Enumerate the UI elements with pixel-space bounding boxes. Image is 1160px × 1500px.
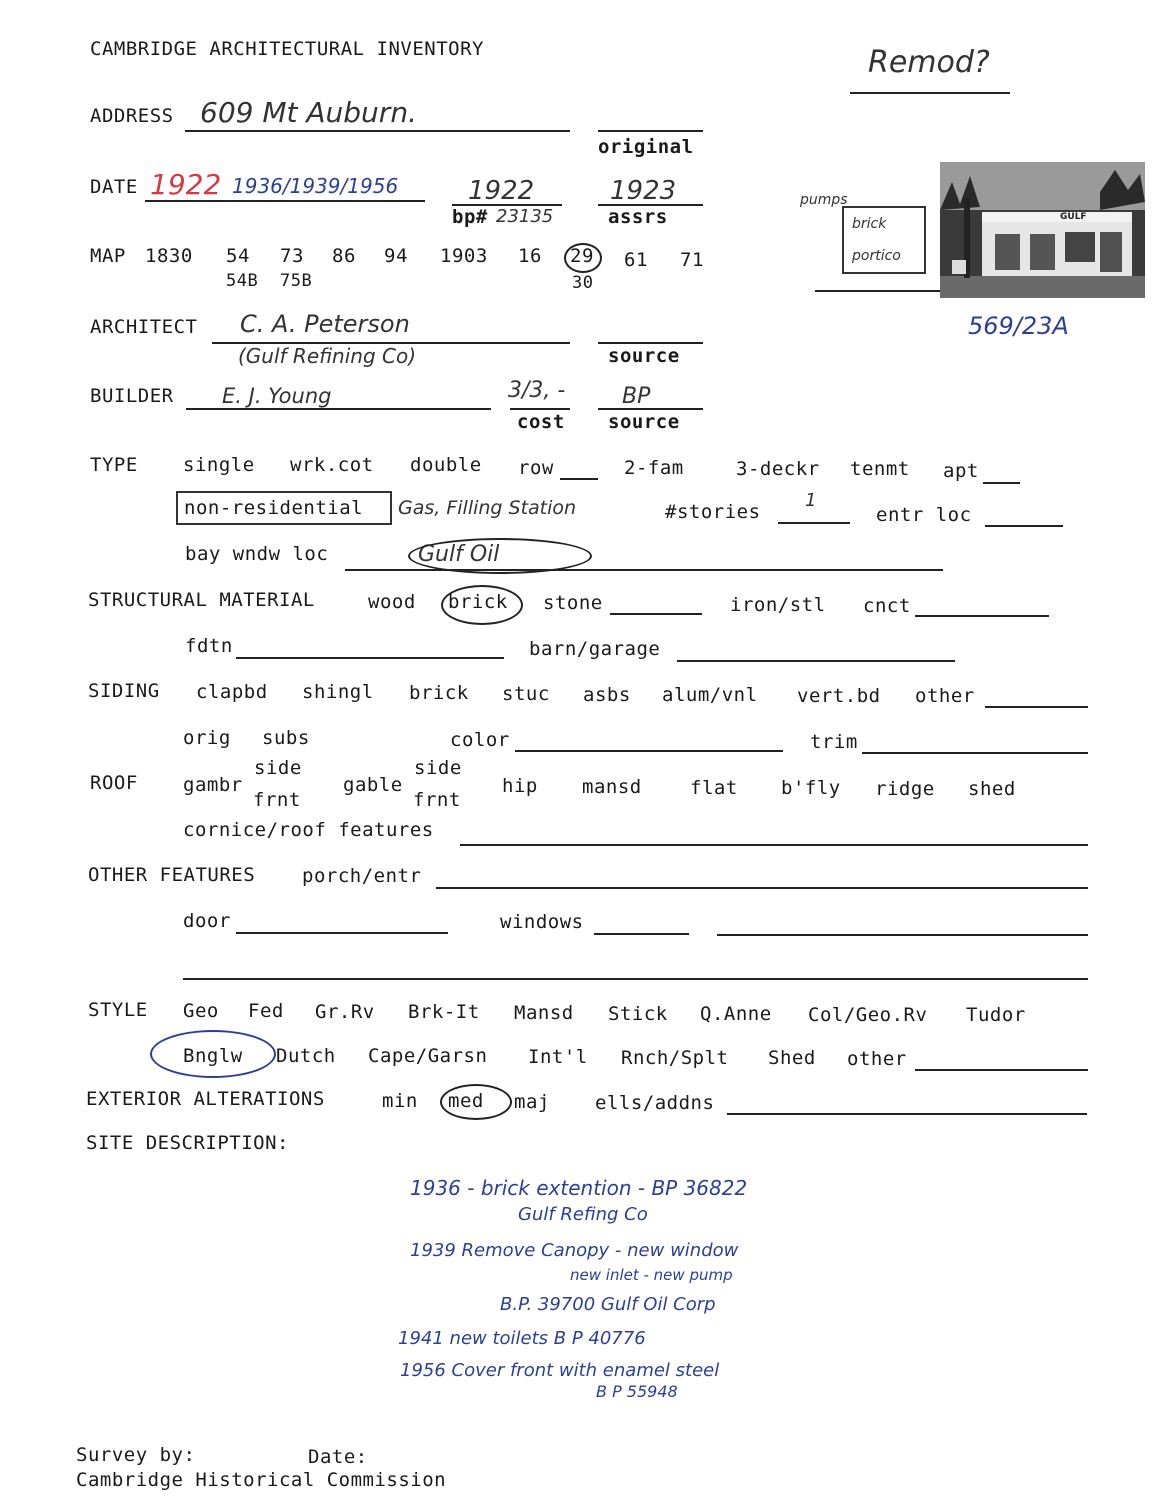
roof-hip: hip xyxy=(502,775,538,797)
bp-number: 23135 xyxy=(496,206,554,227)
map-71: 71 xyxy=(680,249,704,271)
date-main: 1922 xyxy=(150,168,222,201)
sketch-brick: brick xyxy=(852,216,887,232)
style-col-geo-rv: Col/Geo.Rv xyxy=(808,1004,928,1026)
entr-loc-line xyxy=(985,525,1063,527)
site-line-1941: 1941 new toilets B P 40776 xyxy=(398,1328,646,1349)
fdtn-line xyxy=(236,657,504,659)
date-line xyxy=(145,200,425,202)
builder-source-line xyxy=(598,408,703,410)
roof-mansd: mansd xyxy=(582,776,642,798)
remodel-note: Remod? xyxy=(868,45,990,80)
color-label: color xyxy=(450,729,510,751)
door-label: door xyxy=(183,910,231,932)
map-94: 94 xyxy=(384,245,408,267)
roof-bfly: b'fly xyxy=(781,777,841,799)
date-alterations: 1936/1939/1956 xyxy=(232,174,399,198)
architect-source-line xyxy=(598,342,703,344)
alt-ells-addns: ells/addns xyxy=(595,1092,715,1114)
date-label: DATE xyxy=(90,176,138,198)
map-86: 86 xyxy=(332,245,356,267)
bp-year: 1922 xyxy=(468,176,535,206)
cost-label: cost xyxy=(517,411,565,433)
sketch-portico: portico xyxy=(852,248,901,264)
architect-source-label: source xyxy=(608,345,680,367)
site-line-1939: 1939 Remove Canopy - new window xyxy=(410,1240,739,1261)
material-wood: wood xyxy=(368,591,416,613)
alt-med: med xyxy=(448,1090,484,1112)
ext-alt-label: EXTERIOR ALTERATIONS xyxy=(86,1088,325,1110)
features-blank-line xyxy=(183,978,1088,980)
type-wrk-cot: wrk.cot xyxy=(290,454,374,476)
style-label: STYLE xyxy=(88,999,148,1021)
type-row: row xyxy=(518,457,554,479)
site-line-bp-55948: B P 55948 xyxy=(596,1382,678,1401)
siding-shingl: shingl xyxy=(302,681,374,703)
map-54: 54 xyxy=(226,245,250,267)
architect-label: ARCHITECT xyxy=(90,316,198,338)
builder-source: BP xyxy=(622,384,651,409)
photo-image xyxy=(940,162,1145,298)
material-cnct: cnct xyxy=(863,595,911,617)
type-non-residential: non-residential xyxy=(184,497,364,519)
map-1830: 1830 xyxy=(145,245,193,267)
map-61: 61 xyxy=(624,249,648,271)
type-bay-wndw-loc: bay wndw loc xyxy=(185,543,329,565)
survey-date-label: Date: xyxy=(308,1446,368,1468)
cost-line xyxy=(510,408,570,410)
site-line-1956: 1956 Cover front with enamel steel xyxy=(400,1360,720,1381)
style-other-line xyxy=(915,1069,1088,1071)
roof-gambr-frnt: frnt xyxy=(253,789,301,811)
non-residential-value: Gas, Filling Station xyxy=(398,497,577,519)
siding-brick: brick xyxy=(409,682,469,704)
siding-stuc: stuc xyxy=(502,683,550,705)
site-line-bp-39700: B.P. 39700 Gulf Oil Corp xyxy=(500,1294,716,1315)
note-underline xyxy=(850,92,1010,94)
sketch-pumps: pumps xyxy=(800,192,848,208)
map-label: MAP xyxy=(90,245,126,267)
trim-label: trim xyxy=(810,731,858,753)
type-apt: apt xyxy=(943,460,979,482)
siding-alum-vnl: alum/vnl xyxy=(662,684,758,706)
address-line xyxy=(185,130,570,132)
material-iron-stl: iron/stl xyxy=(730,594,826,616)
type-tenmt: tenmt xyxy=(850,458,910,480)
original-label: original xyxy=(598,136,694,158)
builder-source-label: source xyxy=(608,411,680,433)
stone-line xyxy=(610,613,702,615)
bay-value: Gulf Oil xyxy=(418,542,500,567)
map-54b: 54B xyxy=(226,271,259,291)
map-29: 29 xyxy=(570,245,594,267)
siding-vert-bd: vert.bd xyxy=(797,685,881,707)
site-description-label: SITE DESCRIPTION: xyxy=(86,1132,289,1154)
stories-value: 1 xyxy=(805,490,817,511)
trim-line xyxy=(862,752,1088,754)
type-double: double xyxy=(410,454,482,476)
med-circle xyxy=(440,1084,512,1120)
sketch-line xyxy=(815,290,940,292)
builder-label: BUILDER xyxy=(90,385,174,407)
bnglw-circle xyxy=(150,1030,276,1078)
style-tudor: Tudor xyxy=(966,1004,1026,1026)
style-q-anne: Q.Anne xyxy=(700,1003,772,1025)
roof-gambr: gambr xyxy=(183,774,243,796)
porch-label: porch/entr xyxy=(302,865,422,887)
type-stories: #stories xyxy=(665,501,761,523)
style-fed: Fed xyxy=(248,1000,284,1022)
style-cape-garsn: Cape/Garsn xyxy=(368,1045,488,1067)
roof-gable-side: side xyxy=(414,757,462,779)
bay-line xyxy=(345,569,943,571)
alt-maj: maj xyxy=(514,1091,550,1113)
photo-reference: 569/23A xyxy=(968,312,1069,340)
roof-gable: gable xyxy=(343,774,403,796)
survey-by-label: Survey by: xyxy=(76,1444,196,1466)
photo-sign: GULF xyxy=(1060,212,1087,222)
porch-line xyxy=(436,887,1088,889)
roof-shed: shed xyxy=(968,778,1016,800)
style-bnglw: Bnglw xyxy=(183,1045,243,1067)
type-entr-loc: entr loc xyxy=(876,504,972,526)
map-1903: 1903 xyxy=(440,245,488,267)
structural-label: STRUCTURAL MATERIAL xyxy=(88,589,315,611)
map-16: 16 xyxy=(518,245,542,267)
alt-min: min xyxy=(382,1090,418,1112)
architect-company: (Gulf Refining Co) xyxy=(238,344,417,368)
architect-name: C. A. Peterson xyxy=(240,310,410,338)
siding-label: SIDING xyxy=(88,680,160,702)
siding-subs: subs xyxy=(262,727,310,749)
cnct-line xyxy=(915,615,1049,617)
windows-line xyxy=(594,933,689,935)
siding-clapbd: clapbd xyxy=(196,681,268,703)
door-line xyxy=(236,932,448,934)
roof-flat: flat xyxy=(690,777,738,799)
material-stone: stone xyxy=(543,592,603,614)
style-other: other xyxy=(847,1048,907,1070)
siding-other: other xyxy=(915,685,975,707)
material-brick: brick xyxy=(448,591,508,613)
style-gr-rv: Gr.Rv xyxy=(315,1001,375,1023)
assrs-label: assrs xyxy=(608,206,668,228)
style-rnch-splt: Rnch/Splt xyxy=(621,1047,729,1069)
row-line xyxy=(560,478,598,480)
type-3-deckr: 3-deckr xyxy=(736,458,820,480)
style-mansd: Mansd xyxy=(514,1002,574,1024)
map-29-circle xyxy=(564,243,602,273)
commission-name: Cambridge Historical Commission xyxy=(76,1469,447,1491)
map-73: 73 xyxy=(280,245,304,267)
fdtn-label: fdtn xyxy=(185,635,233,657)
map-30: 30 xyxy=(572,273,594,293)
roof-ridge: ridge xyxy=(875,778,935,800)
siding-asbs: asbs xyxy=(583,684,631,706)
type-single: single xyxy=(183,454,255,476)
style-shed: Shed xyxy=(768,1047,816,1069)
siding-orig: orig xyxy=(183,727,231,749)
type-2-fam: 2-fam xyxy=(624,457,684,479)
original-line xyxy=(598,130,703,132)
address-value: 609 Mt Auburn. xyxy=(200,96,417,129)
style-dutch: Dutch xyxy=(276,1045,336,1067)
barn-line xyxy=(677,660,955,662)
windows-label: windows xyxy=(500,911,584,933)
cornice-label: cornice/roof features xyxy=(183,819,434,841)
style-stick: Stick xyxy=(608,1003,668,1025)
style-brk-it: Brk-It xyxy=(408,1001,480,1023)
roof-label: ROOF xyxy=(90,772,138,794)
map-75b: 75B xyxy=(280,271,313,291)
site-line-gulf-refining: Gulf Refing Co xyxy=(518,1204,648,1225)
windows-line-2 xyxy=(717,934,1088,936)
builder-name: E. J. Young xyxy=(222,384,332,408)
builder-cost: 3/3, - xyxy=(508,378,566,403)
color-line xyxy=(515,750,783,752)
cornice-line xyxy=(460,844,1088,846)
style-geo: Geo xyxy=(183,1000,219,1022)
roof-gambr-side: side xyxy=(254,757,302,779)
building-photo xyxy=(940,162,1145,298)
brick-circle xyxy=(441,585,523,625)
stories-line xyxy=(778,522,850,524)
other-features-label: OTHER FEATURES xyxy=(88,864,256,886)
bp-label: bp# xyxy=(452,206,488,228)
type-label: TYPE xyxy=(90,454,138,476)
builder-line xyxy=(186,408,491,410)
style-intl: Int'l xyxy=(528,1046,588,1068)
site-line-1936: 1936 - brick extention - BP 36822 xyxy=(410,1176,748,1200)
apt-line xyxy=(983,482,1020,484)
form-title: CAMBRIDGE ARCHITECTURAL INVENTORY xyxy=(90,38,484,60)
address-label: ADDRESS xyxy=(90,105,174,127)
assrs-year: 1923 xyxy=(610,176,677,206)
ells-line xyxy=(727,1113,1087,1115)
barn-label: barn/garage xyxy=(529,638,661,660)
site-line-new-inlet: new inlet - new pump xyxy=(570,1266,733,1284)
roof-gable-frnt: frnt xyxy=(413,789,461,811)
siding-other-line xyxy=(985,706,1088,708)
